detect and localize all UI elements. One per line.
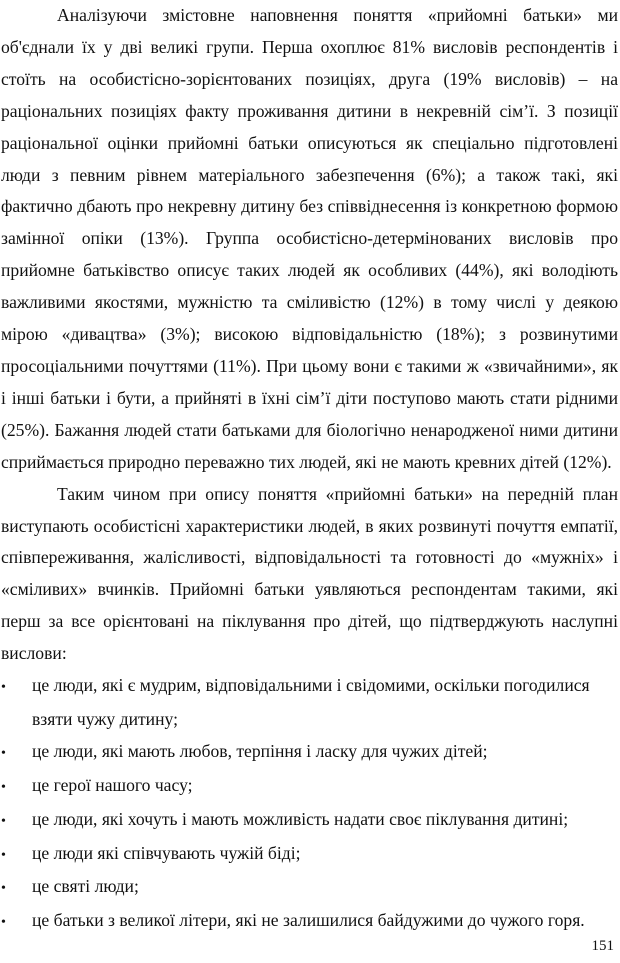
paragraph-analysis: Аналізуючи змістовне наповнення поняття «прийомні батьки» ми об'єднали їх у дві великі групи. Перша охоплює 81% висловів респондентів і стоїть на особистісно-зорієнтованих позиціях, друга (19% висловів) – на раціональних позиціях факту проживання дитини в некревній сім’ї. З позиції раціональної оцінки прийомні батьки описуються як спеціально підготовлені люди з певним рівнем матеріального забезпечення (6%); а також такі, які фактично дбають про некревну дитину без співвіднесення із конкретною формою замінної опіки (13%). Группа особистісно-детермінованих висловів про прийомне батьківство описує таких людей як особливих (44%), які володіють важливими якостями, мужністю та сміливістю (12%) в тому числі у деякою мірою «дивацтва» (3%); високою відповідальністю (18%); з розвинутими просоціальними почуттями (11%). При цьому вони є такими ж «звичайними», як і інші батьки і бути, а прийняті в їхні сім’ї діти поступово мають стати рідними (25%). Бажання людей стати батьками для біологічно ненародженої ними дитини сприймається природно переважно тих людей, які не мають кревних дітей (12%). — [1, 5, 618, 472]
bullet-icon: • — [1, 680, 6, 696]
bullet-icon: • — [1, 915, 6, 931]
bullet-icon: • — [1, 813, 6, 829]
list-item — [1, 871, 618, 905]
statements-list — [1, 670, 618, 939]
list-item-text: це батьки з великої літери, які не залишилися байдужими до чужого горя. — [32, 910, 585, 931]
bullet-icon: • — [1, 881, 6, 897]
list-item-text: це люди, які мають любов, терпіння і ласку для чужих дітей; — [32, 740, 488, 761]
list-item-text: це люди які співчувають чужій біді; — [32, 842, 301, 863]
list-item — [1, 804, 618, 838]
page-number: 151 — [591, 938, 614, 954]
bullet-icon: • — [1, 847, 6, 863]
paragraph-conclusion: Таким чином при опису поняття «прийомні батьки» на передній план виступають особистісні характеристики людей, в яких розвинуті почуття емпатії, співпереживання, жалісливості, відповідальності та готовності до «мужніх» і «сміливих» вчинків. Прийомні батьки уявляються респондентам такими, які перш за все орієнтовані на піклування про дітей, що підтверджують наслупні вислови: — [1, 483, 618, 664]
bullet-icon: • — [1, 745, 6, 761]
list-item-text: це святі люди; — [32, 876, 139, 897]
page-content — [1, 0, 618, 939]
list-item-text: це люди, які хочуть і мають можливість надати своє піклування дитині; — [32, 808, 569, 829]
list-item-text: це люди, які є мудрим, відповідальними і свідомими, оскільки погодилися взяти чужу дитину; — [32, 675, 590, 729]
list-item — [1, 770, 618, 804]
list-item — [1, 905, 618, 939]
list-item — [1, 670, 618, 736]
list-item — [1, 838, 618, 872]
list-item-text: це герої нашого часу; — [32, 774, 193, 795]
bullet-icon: • — [1, 779, 6, 795]
list-item — [1, 736, 618, 770]
